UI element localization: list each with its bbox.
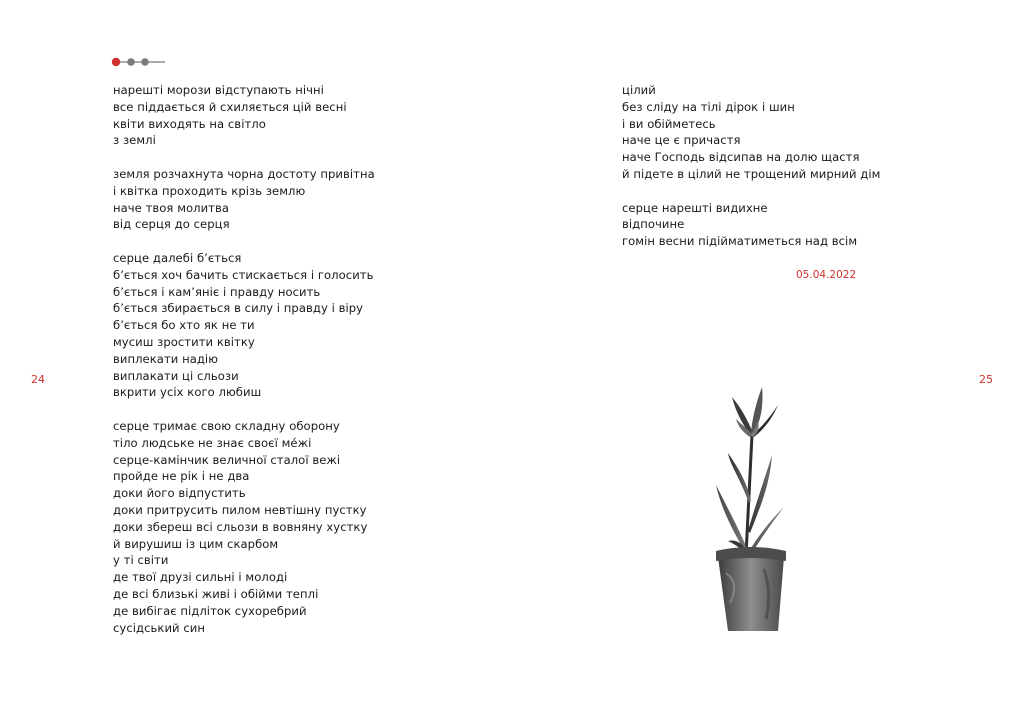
poem-line: вкрити усіх кого любиш bbox=[113, 385, 262, 400]
poem-line: тіло людське не знає своєї ме́жі bbox=[113, 435, 312, 450]
poem-line: й підете в цілий не трощений мирний дім bbox=[622, 166, 881, 181]
stanza-gap bbox=[113, 401, 413, 418]
poem-line: виплакати ці сльози bbox=[113, 368, 239, 383]
poem-date: 05.04.2022 bbox=[796, 269, 857, 281]
poem-line: нарешті морози відступають нічні bbox=[113, 83, 324, 97]
poem-line: б’ється хоч бачить стискається і голосить bbox=[113, 267, 374, 282]
potted-flower-illustration bbox=[700, 383, 810, 639]
poem-line: й вирушиш із цим скарбом bbox=[113, 536, 279, 551]
poem-line: і квітка проходить крізь землю bbox=[113, 183, 306, 198]
poem-line: де всі близькі живі і обійми теплі bbox=[113, 586, 319, 601]
poem-line: серце тримає свою складну оборону bbox=[113, 418, 340, 433]
poem-line: б’ється збирається в силу і правду і віру bbox=[113, 301, 364, 316]
poem-line: б’ється і кам’яніє і правду носить bbox=[113, 284, 321, 299]
poem-line: відпочине bbox=[622, 217, 685, 232]
poem-line: де твої друзі сильні і молоді bbox=[113, 570, 288, 585]
poem-left-column bbox=[113, 82, 413, 636]
poem-line: все піддається й схиляється цій весні bbox=[113, 99, 347, 114]
poem-line: наче твоя молитва bbox=[113, 200, 230, 215]
poem-line: гомін весни підійматиметься над всім bbox=[622, 234, 858, 249]
poem-line: наче Господь відсипав на долю щастя bbox=[622, 150, 860, 165]
poem-line: доки його відпустить bbox=[113, 486, 246, 501]
poem-line: квіти виходять на світло bbox=[113, 116, 266, 131]
poem-line: сусідський син bbox=[113, 620, 206, 635]
poem-line: доки збереш всі сльози в вовняну хустку bbox=[113, 519, 368, 534]
poem-line: пройде не рік і не два bbox=[113, 469, 250, 484]
poem-line: без сліду на тілі дірок і шин bbox=[622, 99, 795, 114]
poem-line: серце нарешті видихне bbox=[622, 200, 768, 215]
poem-line: де вибігає підліток сухоребрий bbox=[113, 603, 307, 618]
poem-line: доки притрусить пилом невтішну пустку bbox=[113, 502, 367, 517]
page-number-left: 24 bbox=[31, 373, 45, 386]
stanza-gap bbox=[113, 149, 413, 166]
poem-line: цілий bbox=[622, 83, 656, 97]
poem-line: виплекати надію bbox=[113, 351, 219, 366]
stanza-gap bbox=[622, 183, 912, 200]
poem-line: і ви обійметесь bbox=[622, 116, 716, 131]
poem-line: у ті світи bbox=[113, 553, 169, 568]
poem-line: наче це є причастя bbox=[622, 133, 741, 148]
poem-line: земля розчахнута чорна достоту привітна bbox=[113, 166, 375, 181]
poem-line: від серця до серця bbox=[113, 217, 230, 232]
page-number-right: 25 bbox=[979, 373, 993, 386]
bullet-ornament-icon bbox=[109, 53, 169, 69]
poem-line: з землі bbox=[113, 133, 156, 148]
poem-line: б’ється бо хто як не ти bbox=[113, 318, 255, 333]
poem-right-column bbox=[622, 82, 912, 250]
stanza-gap bbox=[113, 233, 413, 250]
poem-line: серце-камінчик величної сталої вежі bbox=[113, 452, 341, 467]
poem-line: серце далебі б’ється bbox=[113, 250, 242, 265]
poem-line: мусиш зростити квітку bbox=[113, 334, 255, 349]
